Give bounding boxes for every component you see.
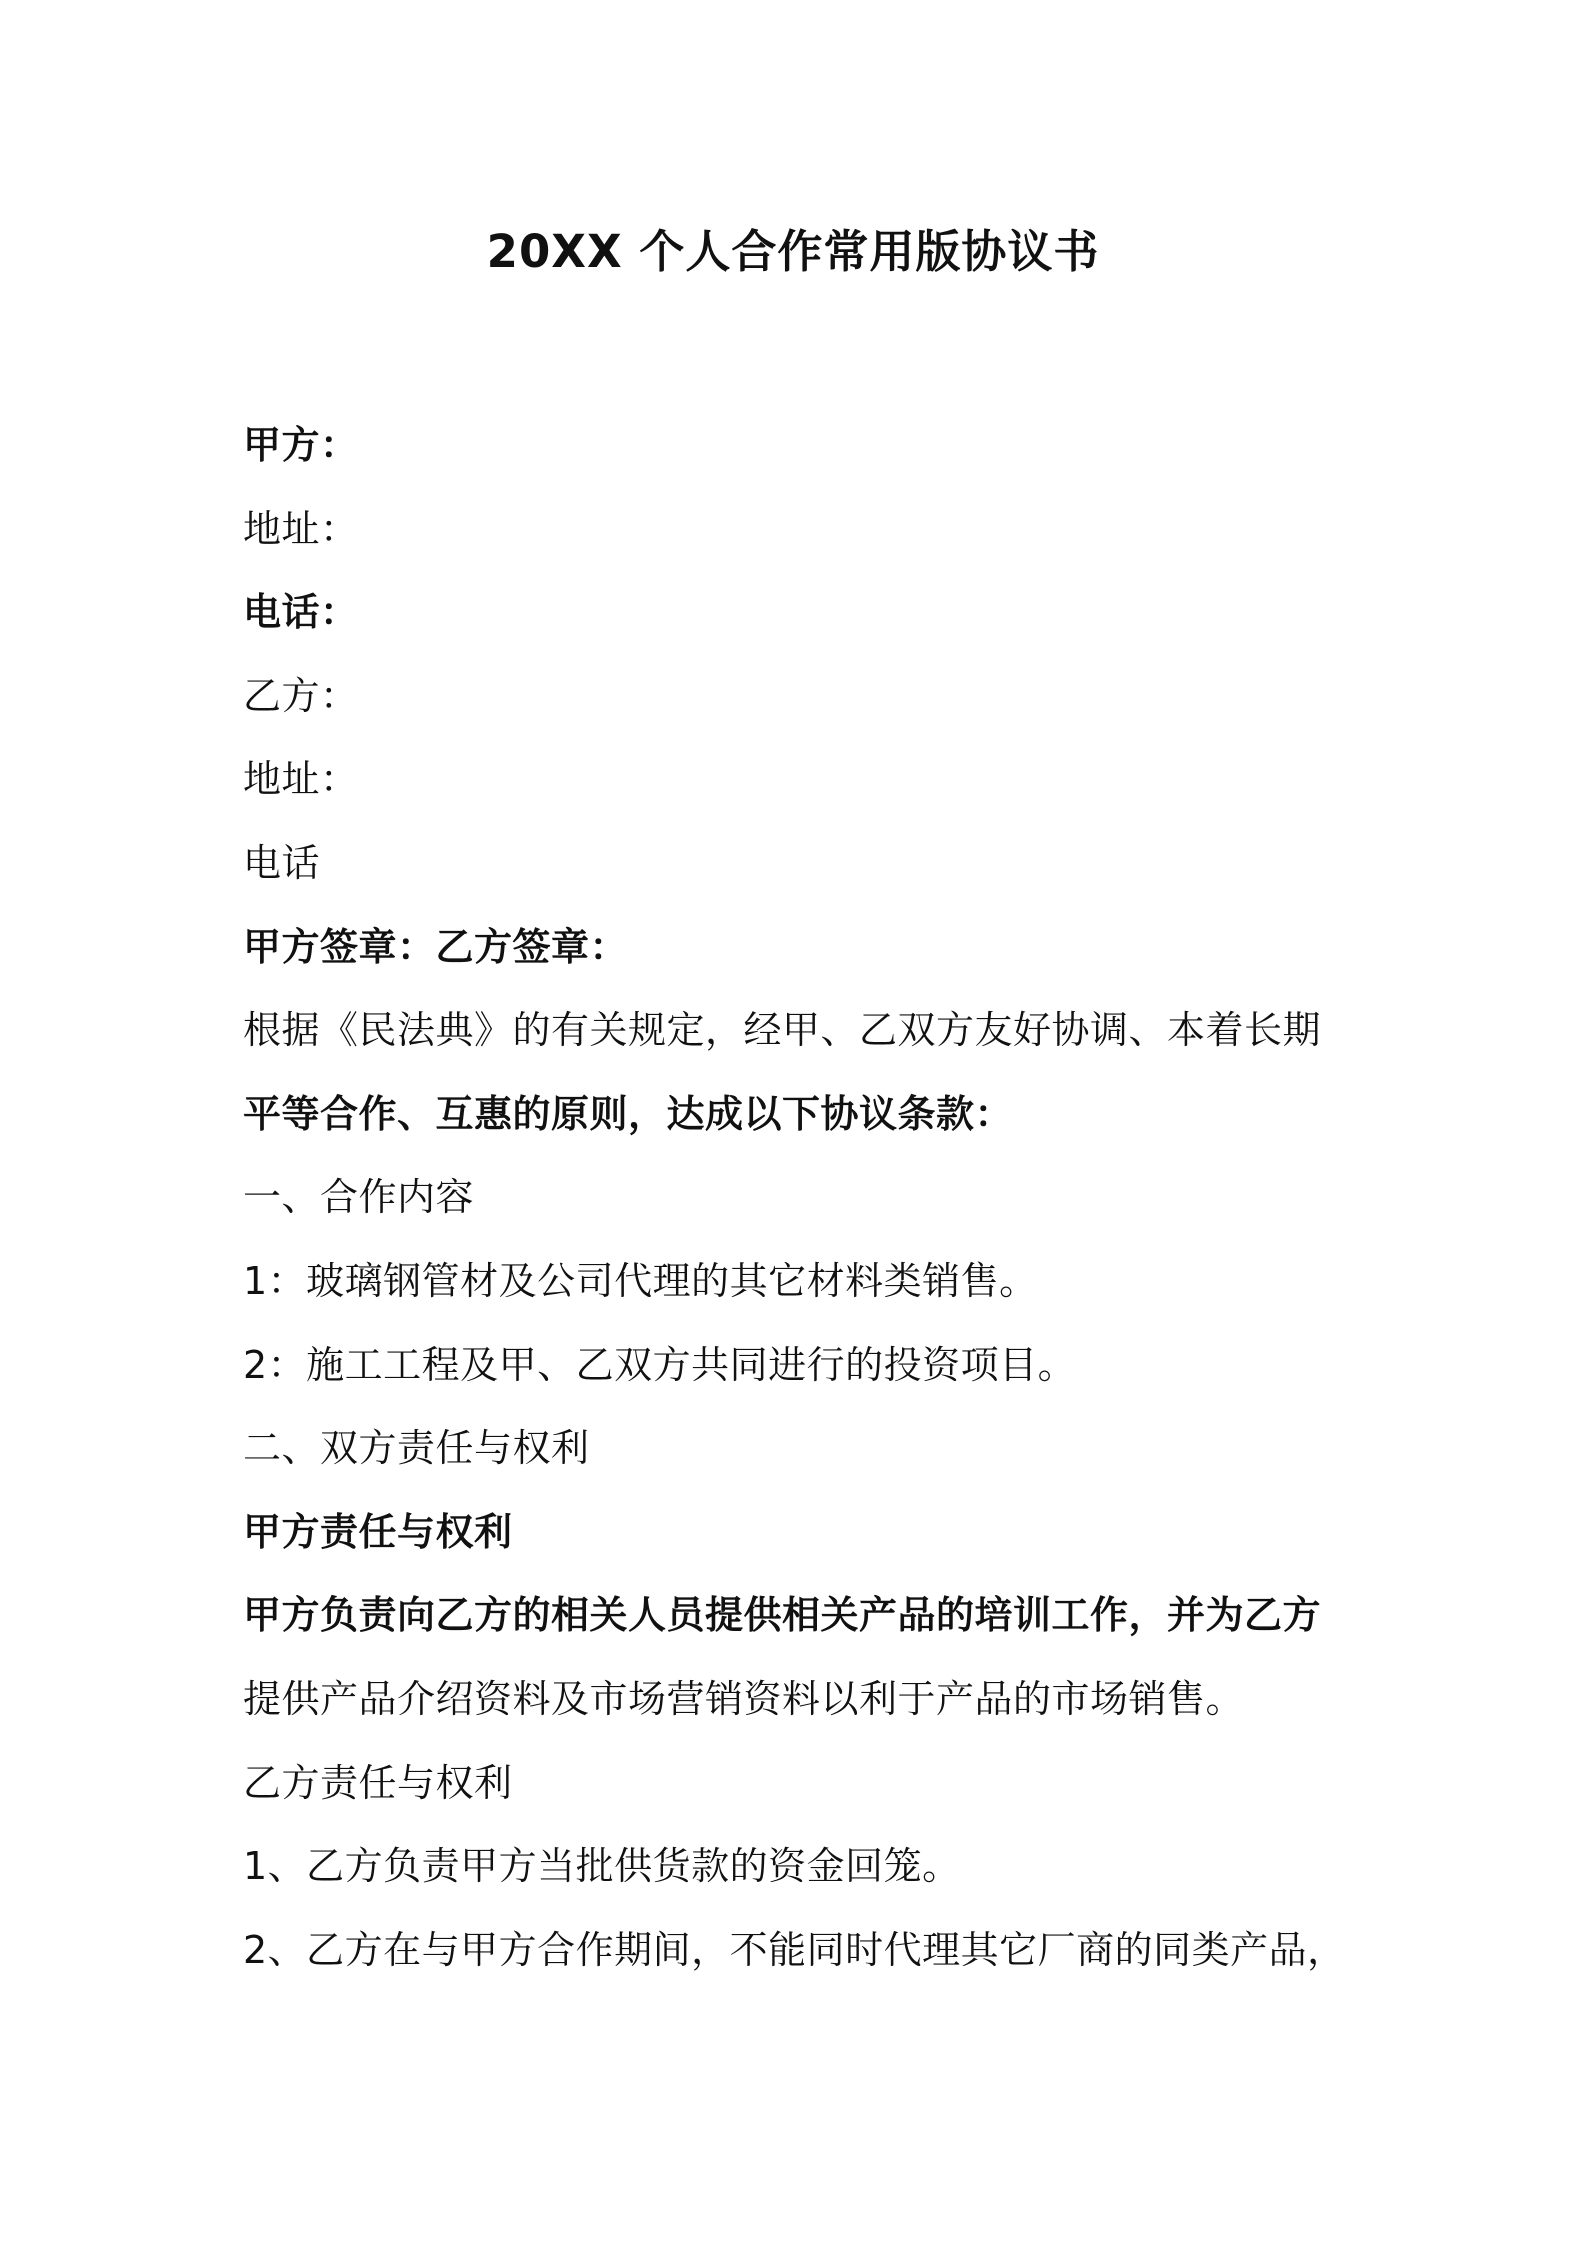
section-heading-responsibilities: 二、双方责任与权利 — [243, 1426, 590, 1471]
party-a-duty-line-1: 甲方负责向乙方的相关人员提供相关产品的培训工作，并为乙方 — [243, 1593, 1322, 1638]
subheading-party-a: 甲方责任与权利 — [243, 1509, 513, 1554]
document-title: 20XX 个人合作常用版协议书 — [486, 225, 1100, 278]
party-a-phone-label: 电话： — [243, 590, 359, 635]
cooperation-item-1: 1：玻璃钢管材及公司代理的其它材料类销售。 — [243, 1258, 1038, 1303]
section-heading-cooperation: 一、合作内容 — [243, 1175, 475, 1220]
preamble-line-1: 根据《民法典》的有关规定，经甲、乙双方友好协调、本着长期 — [243, 1008, 1322, 1053]
party-b-label: 乙方： — [243, 673, 359, 718]
party-b-address-label: 地址： — [243, 757, 359, 802]
preamble-line-2: 平等合作、互惠的原则，达成以下协议条款： — [243, 1091, 1014, 1136]
party-a-label: 甲方： — [243, 423, 359, 467]
party-b-phone-label: 电话 — [243, 840, 321, 885]
cooperation-item-2: 2：施工工程及甲、乙双方共同进行的投资项目。 — [243, 1342, 1077, 1387]
signature-line: 甲方签章：乙方签章： — [243, 924, 629, 969]
party-b-duty-item-1: 1、乙方负责甲方当批供货款的资金回笼。 — [243, 1844, 961, 1889]
subheading-party-b: 乙方责任与权利 — [243, 1760, 513, 1805]
party-a-address-label: 地址： — [243, 506, 359, 551]
document-body — [243, 404, 1373, 1992]
party-b-duty-item-2: 2、乙方在与甲方合作期间，不能同时代理其它厂商的同类产品， — [243, 1927, 1346, 1972]
party-a-duty-line-2: 提供产品介绍资料及市场营销资料以利于产品的市场销售。 — [243, 1676, 1245, 1721]
